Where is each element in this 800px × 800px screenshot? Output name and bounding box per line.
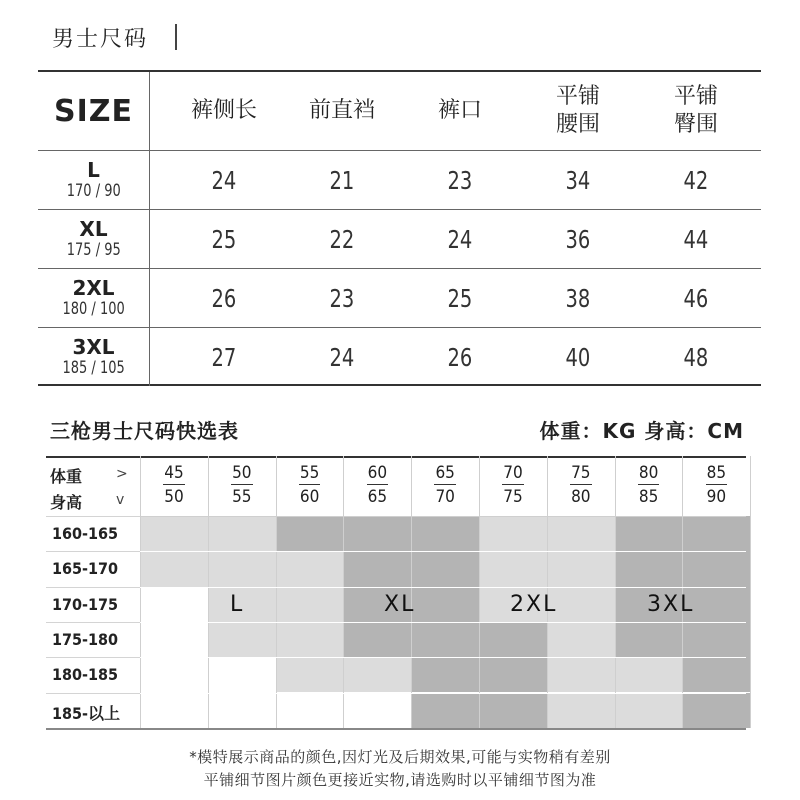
weight-range	[615, 461, 683, 509]
cell-value: 34	[565, 165, 591, 195]
disclaimer-line-1: *模特展示商品的颜色,因灯光及后期效果,可能与实物稍有差别	[189, 748, 611, 766]
cell-value: 23	[447, 165, 473, 195]
grid-line	[46, 551, 746, 552]
size-cell	[615, 693, 683, 728]
size-cell	[208, 551, 276, 586]
size-cell	[276, 587, 344, 622]
size-cell	[682, 516, 750, 551]
size-cell	[615, 657, 683, 692]
weight-from: 65	[435, 463, 455, 483]
cell-value: 48	[683, 342, 709, 372]
cell-value: 24	[447, 224, 473, 254]
table-row	[38, 150, 761, 209]
down-arrow-icon: v	[116, 492, 125, 508]
size-cell	[479, 657, 547, 692]
weight-range	[208, 461, 276, 509]
size-cell	[140, 657, 208, 692]
size-cell	[38, 210, 150, 268]
size-cell	[343, 551, 411, 586]
size-cell	[479, 622, 547, 657]
cell-value: 24	[329, 342, 355, 372]
cell-value: 40	[565, 342, 591, 372]
size-cell	[615, 516, 683, 551]
cell-value: 42	[683, 165, 709, 195]
weight-to: 70	[435, 487, 455, 507]
table-cell	[637, 269, 755, 327]
size-table	[38, 70, 761, 386]
size-cell	[208, 516, 276, 551]
weight-range	[140, 461, 208, 509]
table-cell	[165, 151, 283, 209]
size-cell	[615, 551, 683, 586]
column-header-label: 裤侧长	[190, 98, 257, 123]
column-header	[519, 72, 637, 150]
size-cell	[682, 622, 750, 657]
cell-value: 36	[565, 224, 591, 254]
weight-range	[547, 461, 615, 509]
weight-label: 体重	[50, 467, 83, 486]
weight-to: 80	[571, 487, 591, 507]
weight-from: 85	[706, 463, 727, 483]
size-header-label: SIZE	[53, 93, 133, 129]
height-range: 185-以上	[52, 703, 121, 723]
unit-note: 体重：KG 身高：CM	[539, 419, 744, 443]
weight-to: 60	[299, 487, 320, 507]
size-cell	[38, 328, 150, 386]
weight-range	[343, 461, 411, 509]
cell-value: 26	[447, 342, 473, 372]
size-cell	[276, 693, 344, 728]
table-cell	[637, 151, 755, 209]
cell-value: 25	[211, 224, 237, 254]
grid-line	[46, 587, 746, 588]
size-cell	[343, 516, 411, 551]
table-cell	[165, 328, 283, 386]
size-cell	[547, 622, 615, 657]
cell-value: 38	[565, 283, 591, 313]
column-header	[165, 72, 283, 150]
size-cell	[38, 151, 150, 209]
size-name: XL	[79, 217, 108, 241]
size-cell	[682, 657, 750, 692]
column-header-label: 平铺臀围	[673, 84, 718, 137]
weight-to: 90	[706, 487, 727, 507]
title-divider	[175, 24, 177, 50]
quick-table-title: 三枪男士尺码快选表	[50, 419, 239, 443]
column-header-label: 平铺腰围	[555, 84, 600, 137]
height-weight: 170 / 90	[66, 181, 121, 201]
table-bottom-rule	[46, 728, 746, 730]
grid-line	[46, 657, 140, 658]
height-weight: 180 / 100	[62, 299, 125, 319]
table-cell	[519, 151, 637, 209]
weight-range	[479, 461, 547, 509]
size-header-cell	[38, 72, 150, 150]
cell-value: 46	[683, 283, 709, 313]
table-cell	[637, 210, 755, 268]
size-cell	[208, 657, 276, 692]
size-cell	[615, 622, 683, 657]
weight-from: 60	[367, 463, 388, 483]
size-cell	[479, 551, 547, 586]
table-cell	[401, 269, 519, 327]
size-cell	[343, 657, 411, 692]
zone-label-2xl: 2XL	[510, 592, 558, 617]
size-cell	[682, 693, 750, 728]
weight-to: 50	[164, 487, 184, 507]
size-cell	[343, 622, 411, 657]
table-cell	[283, 328, 401, 386]
weight-range	[411, 461, 479, 509]
size-table-header	[38, 72, 761, 150]
size-cell	[38, 269, 150, 327]
table-cell	[283, 210, 401, 268]
weight-from: 55	[299, 463, 320, 483]
height-label: 身高	[50, 493, 83, 512]
column-header	[637, 72, 755, 150]
height-range: 180-185	[52, 665, 119, 685]
size-cell	[547, 551, 615, 586]
table-top-rule	[46, 456, 746, 458]
table-row	[38, 268, 761, 327]
table-cell	[401, 210, 519, 268]
table-cell	[165, 269, 283, 327]
size-cell	[411, 587, 479, 622]
height-range: 175-180	[52, 629, 119, 649]
cell-value: 22	[329, 224, 355, 254]
quick-size-table	[46, 456, 746, 730]
weight-to: 65	[367, 487, 388, 507]
grid-line	[46, 587, 140, 588]
size-cell	[140, 516, 208, 551]
weight-from: 75	[571, 463, 591, 483]
size-cell	[140, 622, 208, 657]
weight-from: 50	[232, 463, 252, 483]
weight-to: 85	[638, 487, 659, 507]
size-cell	[208, 622, 276, 657]
column-header	[283, 72, 401, 150]
cell-value: 25	[447, 283, 473, 313]
size-cell	[343, 693, 411, 728]
weight-from: 70	[503, 463, 523, 483]
grid-line	[46, 693, 746, 694]
grid-line	[46, 622, 140, 623]
grid-line	[46, 551, 140, 552]
cell-value: 21	[329, 165, 355, 195]
height-weight: 185 / 105	[62, 358, 125, 378]
size-cell	[547, 657, 615, 692]
size-cell	[208, 693, 276, 728]
disclaimer-line-2: 平铺细节图片颜色更接近实物,请选购时以平铺细节图为准	[203, 771, 597, 789]
cell-value: 26	[211, 283, 237, 313]
size-cell	[276, 657, 344, 692]
size-cell	[479, 693, 547, 728]
size-cell	[682, 551, 750, 586]
column-header-label: 前直裆	[308, 98, 375, 123]
table-cell	[519, 328, 637, 386]
size-cell	[411, 693, 479, 728]
height-weight: 175 / 95	[66, 240, 121, 260]
grid-line	[46, 516, 746, 517]
size-cell	[547, 693, 615, 728]
table-row	[38, 327, 761, 386]
weight-to: 75	[503, 487, 523, 507]
size-cell	[276, 516, 344, 551]
size-cell	[411, 551, 479, 586]
zone-label-3xl: 3XL	[647, 592, 695, 617]
weight-range	[276, 461, 344, 509]
table-cell	[401, 151, 519, 209]
size-cell	[140, 693, 208, 728]
cell-value: 44	[683, 224, 709, 254]
cell-value: 27	[211, 342, 237, 372]
size-cell	[411, 516, 479, 551]
size-cell	[140, 551, 208, 586]
table-cell	[519, 210, 637, 268]
table-cell	[519, 269, 637, 327]
table-cell	[637, 328, 755, 386]
right-arrow-icon: >	[116, 466, 128, 482]
weight-to: 55	[232, 487, 252, 507]
height-range: 165-170	[52, 559, 119, 579]
height-range: 170-175	[52, 594, 119, 614]
size-name: L	[87, 158, 100, 182]
table-row	[38, 209, 761, 268]
weight-from: 80	[638, 463, 659, 483]
size-cell	[411, 622, 479, 657]
size-cell	[411, 657, 479, 692]
page-title: 男士尺码	[52, 27, 149, 52]
weight-from: 45	[164, 463, 184, 483]
zone-label-l: L	[230, 592, 245, 617]
weight-range	[682, 461, 750, 509]
grid-line	[46, 693, 140, 694]
height-range: 160-165	[52, 524, 119, 543]
cell-value: 23	[329, 283, 355, 313]
cell-value: 24	[211, 165, 237, 195]
size-name: 2XL	[72, 276, 115, 300]
table-cell	[401, 328, 519, 386]
table-cell	[165, 210, 283, 268]
grid-line	[46, 657, 746, 658]
size-cell	[479, 516, 547, 551]
size-cell	[276, 622, 344, 657]
size-name: 3XL	[72, 335, 115, 359]
table-cell	[283, 151, 401, 209]
grid-line	[46, 516, 140, 517]
grid-line	[46, 622, 746, 623]
zone-label-xl: XL	[384, 592, 416, 617]
column-header-label: 裤口	[437, 98, 482, 123]
table-cell	[283, 269, 401, 327]
size-cell	[140, 587, 208, 622]
size-cell	[547, 516, 615, 551]
size-cell	[276, 551, 344, 586]
column-header	[401, 72, 519, 150]
